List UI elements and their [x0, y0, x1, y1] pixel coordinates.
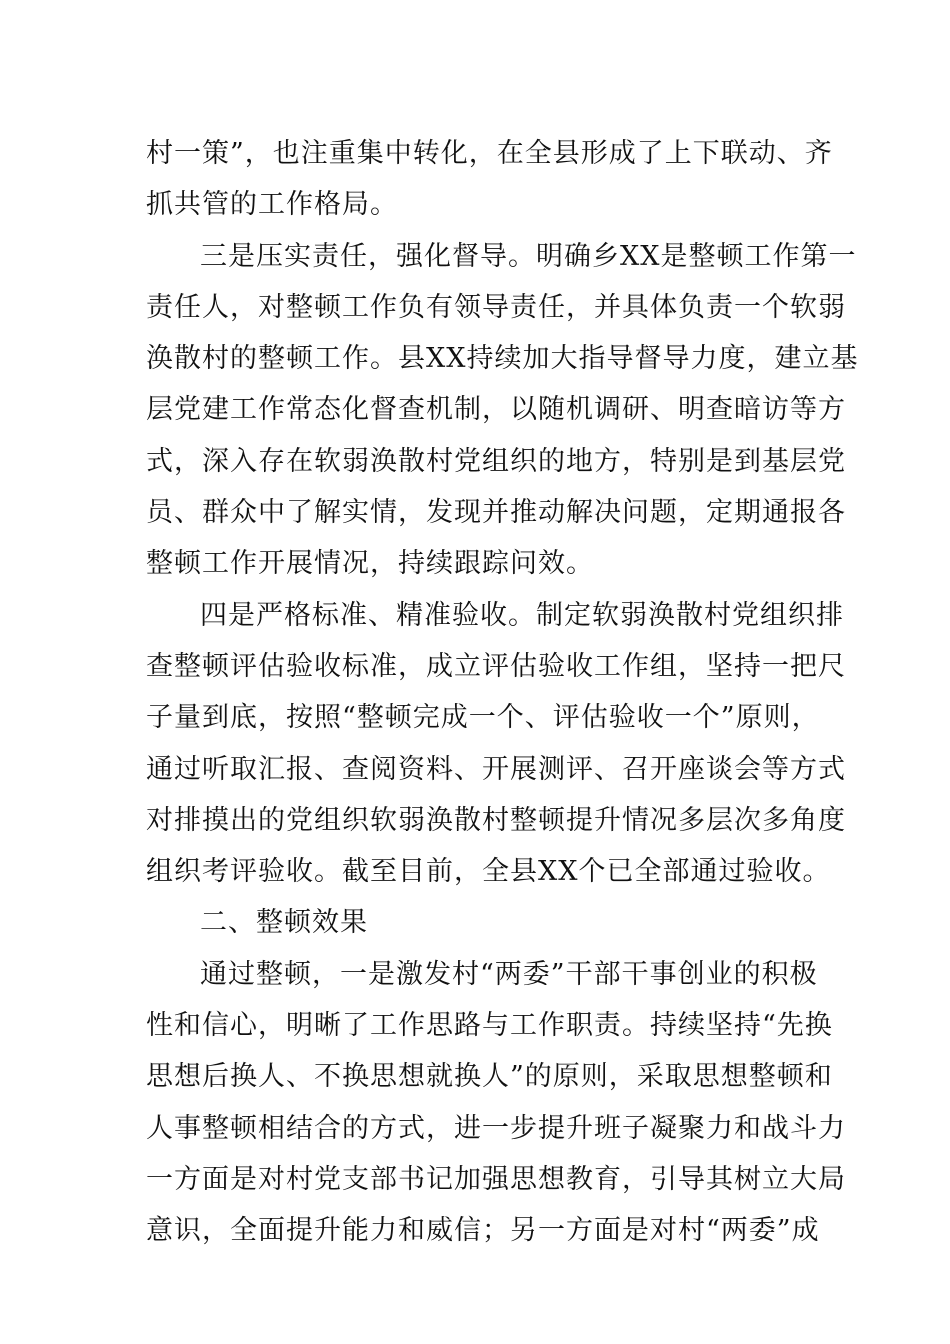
- text-line: 性和信心，明晰了工作思路与工作职责。持续坚持“先换: [146, 1010, 833, 1042]
- text-line: 子量到底，按照“整顿完成一个、评估验收一个”原则，: [146, 702, 820, 734]
- document-body: [146, 128, 859, 1257]
- text-line: 层党建工作常态化督查机制，以随机调研、明查暗访等方: [146, 394, 846, 426]
- text-line: 人事整顿相结合的方式，进一步提升班子凝聚力和战斗力: [146, 1112, 846, 1144]
- text-line: 思想后换人、不换思想就换人”的原则，采取思想整顿和: [146, 1061, 833, 1093]
- paragraph-first-line: 四是严格标准、精准验收。制定软弱涣散村党组织排: [200, 599, 844, 631]
- text-line: 员、群众中了解实情，发现并推动解决问题，定期通报各: [146, 497, 846, 529]
- text-line: 一方面是对村党支部书记加强思想教育，引导其树立大局: [146, 1163, 846, 1195]
- text-line: 组织考评验收。截至目前，全县XX个已全部通过验收。: [146, 856, 831, 888]
- paragraph-first-line: 通过整顿，一是激发村“两委”干部干事创业的积极: [200, 958, 818, 990]
- text-line: 查整顿评估验收标准，成立评估验收工作组，坚持一把尺: [146, 650, 846, 682]
- text-line: 村一策”，也注重集中转化，在全县形成了上下联动、齐: [146, 138, 833, 169]
- text-line: 抓共管的工作格局。: [146, 189, 398, 221]
- paragraph-first-line: 三是压实责任，强化督导。明确乡XX是整顿工作第一: [200, 240, 857, 272]
- text-line: 对排摸出的党组织软弱涣散村整顿提升情况多层次多角度: [146, 804, 846, 836]
- text-line: 整顿工作开展情况，持续跟踪问效。: [146, 548, 594, 580]
- section-heading: 二、整顿效果: [200, 907, 368, 939]
- text-line: 意识，全面提升能力和威信；另一方面是对村“两委”成: [146, 1215, 820, 1247]
- text-line: 涣散村的整顿工作。县XX持续加大指导督导力度，建立基: [146, 343, 859, 375]
- text-line: 式，深入存在软弱涣散村党组织的地方，特别是到基层党: [146, 445, 846, 477]
- text-line: 责任人，对整顿工作负有领导责任，并具体负责一个软弱: [146, 291, 846, 323]
- text-line: 通过听取汇报、查阅资料、开展测评、召开座谈会等方式: [146, 753, 846, 785]
